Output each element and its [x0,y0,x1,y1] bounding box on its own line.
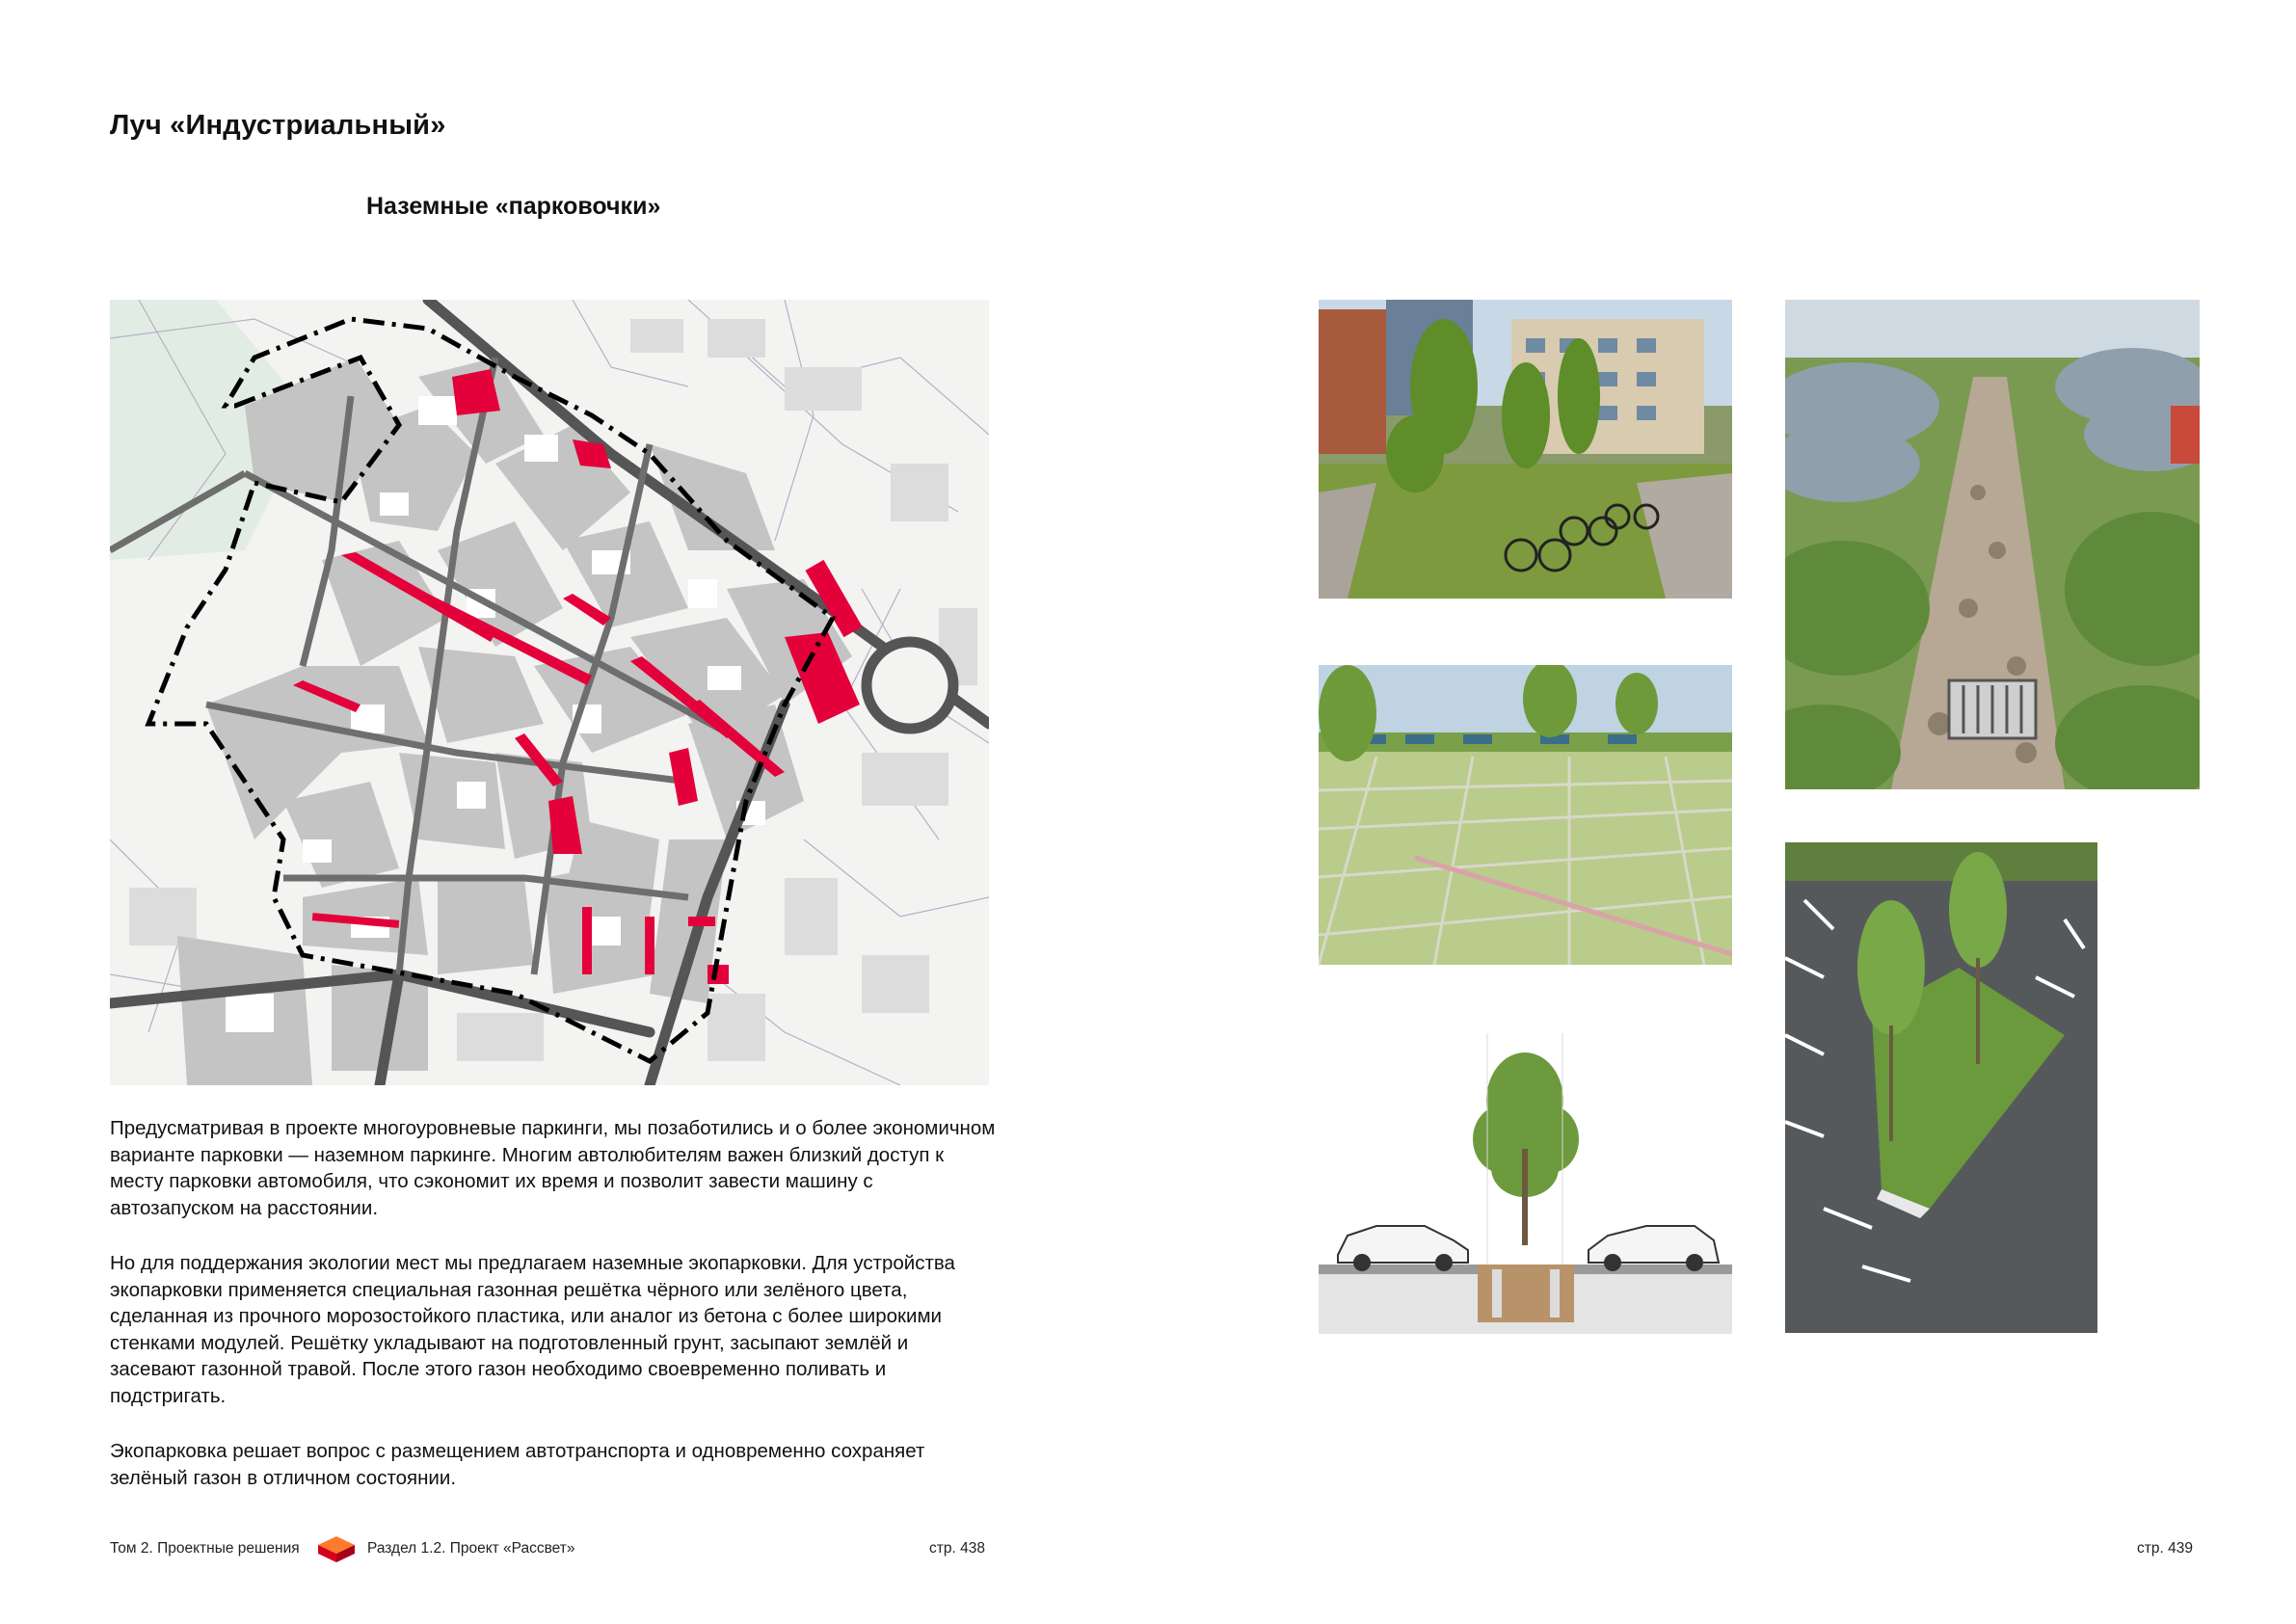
section-drawing-parking [1319,1033,1732,1334]
page-title: Луч «Индустриальный» [110,110,446,141]
photo-parking-lot-trees [1785,842,2097,1333]
logo-icon [316,1534,357,1563]
section-subtitle: Наземные «парковочки» [366,193,661,220]
photo-bioswale-parking [1785,300,2200,789]
paragraph-eco-parking [110,1250,997,1409]
page-number-left: стр. 438 [929,1540,985,1557]
paragraph-ground-parking [110,1115,997,1221]
photo-courtyard-bicycles [1319,300,1732,599]
footer-section: Раздел 1.2. Проект «Рассвет» [367,1540,575,1557]
photo-eco-parking-grid [1319,665,1732,965]
site-plan-map [110,300,989,1085]
paragraph-text: Предусматривая в проекте многоуровневые паркинги, мы позаботились и о более экономичном варианте парковки — наземном паркинге. Многим автолюбителям важен близкий доступ к месту парковки автомобиля, что сэкономит их время и позволит завести машину с автозапуском на расстоянии. [110,1117,996,1219]
paragraph-text: Но для поддержания экологии мест мы предлагаем наземные экопарковки. Для устройства экопарковки применяется специальная газонная решётка чёрного или зелёного цвета, сделанная из прочного морозостойкого пластика, или аналог из бетона с более широкими стенками модулей. Решётку укладывают на подготовленный грунт, засыпают землёй и засевают газонной травой. После этого газон необходимо своевременно поливать и подстригать. [110,1252,955,1407]
page-number-right: стр. 439 [2137,1540,2193,1557]
paragraph-conclusion [110,1438,997,1491]
footer-volume: Том 2. Проектные решения [110,1540,300,1557]
paragraph-text: Экопарковка решает вопрос с размещением автотранспорта и одновременно сохраняет зелёный газон в отличном состоянии. [110,1440,925,1489]
